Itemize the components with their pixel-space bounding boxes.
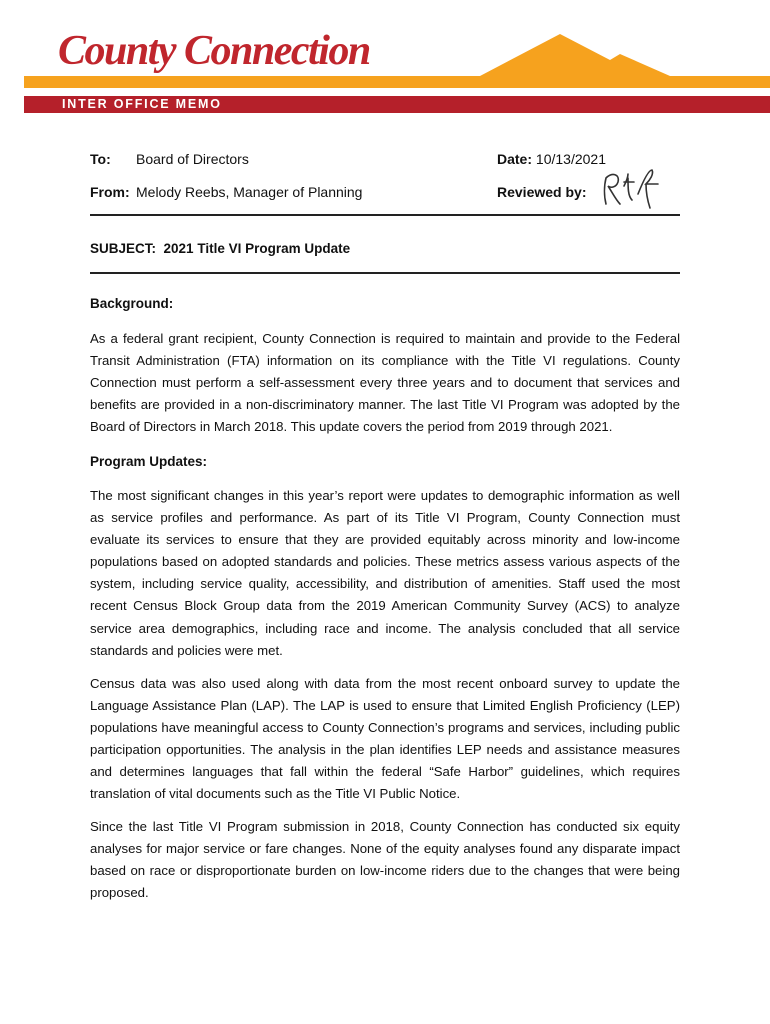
header-rule <box>90 214 680 216</box>
date-field: Date: 10/13/2021 <box>497 151 606 167</box>
program-paragraph-2: Census data was also used along with data from the most recent onboard survey to update the Language Assistance Plan (LAP). The LAP is used to ensure that Limited English Proficiency (LEP) populations have meaningful access to County Connection’s programs and services, including public participation opportunities. The analysis in the plan identifies LEP needs and assistance measures and determines languages that fall within the federal “Safe Harbor” guidelines, which requires translation of vital documents such as the Title VI Public Notice. <box>90 676 680 802</box>
logo: County Connection <box>58 28 370 74</box>
from-label: From: <box>90 184 130 200</box>
subject-line: SUBJECT: 2021 Title VI Program Update <box>90 241 351 256</box>
program-updates-heading: Program Updates: <box>90 454 208 469</box>
memo-label-bar: INTER OFFICE MEMO <box>24 96 770 113</box>
subject-value: 2021 Title VI Program Update <box>163 241 351 256</box>
reviewer-signature <box>598 164 660 212</box>
subject-rule <box>90 272 680 274</box>
program-paragraph-3: Since the last Title VI Program submission in 2018, County Connection has conducted six equity analyses for major service or fare changes. None of the equity analyses found any disparate impact based on race or disproportionate burden on low-income riders due to the changes that were being proposed. <box>90 819 680 901</box>
to-value: Board of Directors <box>136 151 249 167</box>
from-value: Melody Reebs, Manager of Planning <box>136 184 363 200</box>
background-paragraph: As a federal grant recipient, County Connection is required to maintain and provide to the Federal Transit Administration (FTA) information on its compliance with the Title VI regulations. County Connection must perform a self-assessment every three years and to document that services and benefits are provided in a non-discriminatory manner. The last Title VI Program was adopted by the Board of Directors in March 2018. This update covers the period from 2019 through 2021. <box>90 331 680 435</box>
reviewed-by-label: Reviewed by: <box>497 184 587 200</box>
program-paragraph-1: The most significant changes in this year’s report were updates to demographic information as well as service profiles and performance. As part of its Title VI Program, County Connection must evaluate its services to ensure that they are provided equitably across minority and low-income populations based on adopted standards and policies. These metrics assess various aspects of the system, including service quality, accessibility, and distribution of amenities. Staff used the most recent Census Block Group data from the 2019 American Community Survey (ACS) to analyze service area demographics, including race and income. The analysis concluded that all service standards and policies were met. <box>90 488 680 658</box>
background-heading: Background: <box>90 296 174 311</box>
to-label: To: <box>90 151 111 167</box>
date-value: 10/13/2021 <box>535 151 606 167</box>
